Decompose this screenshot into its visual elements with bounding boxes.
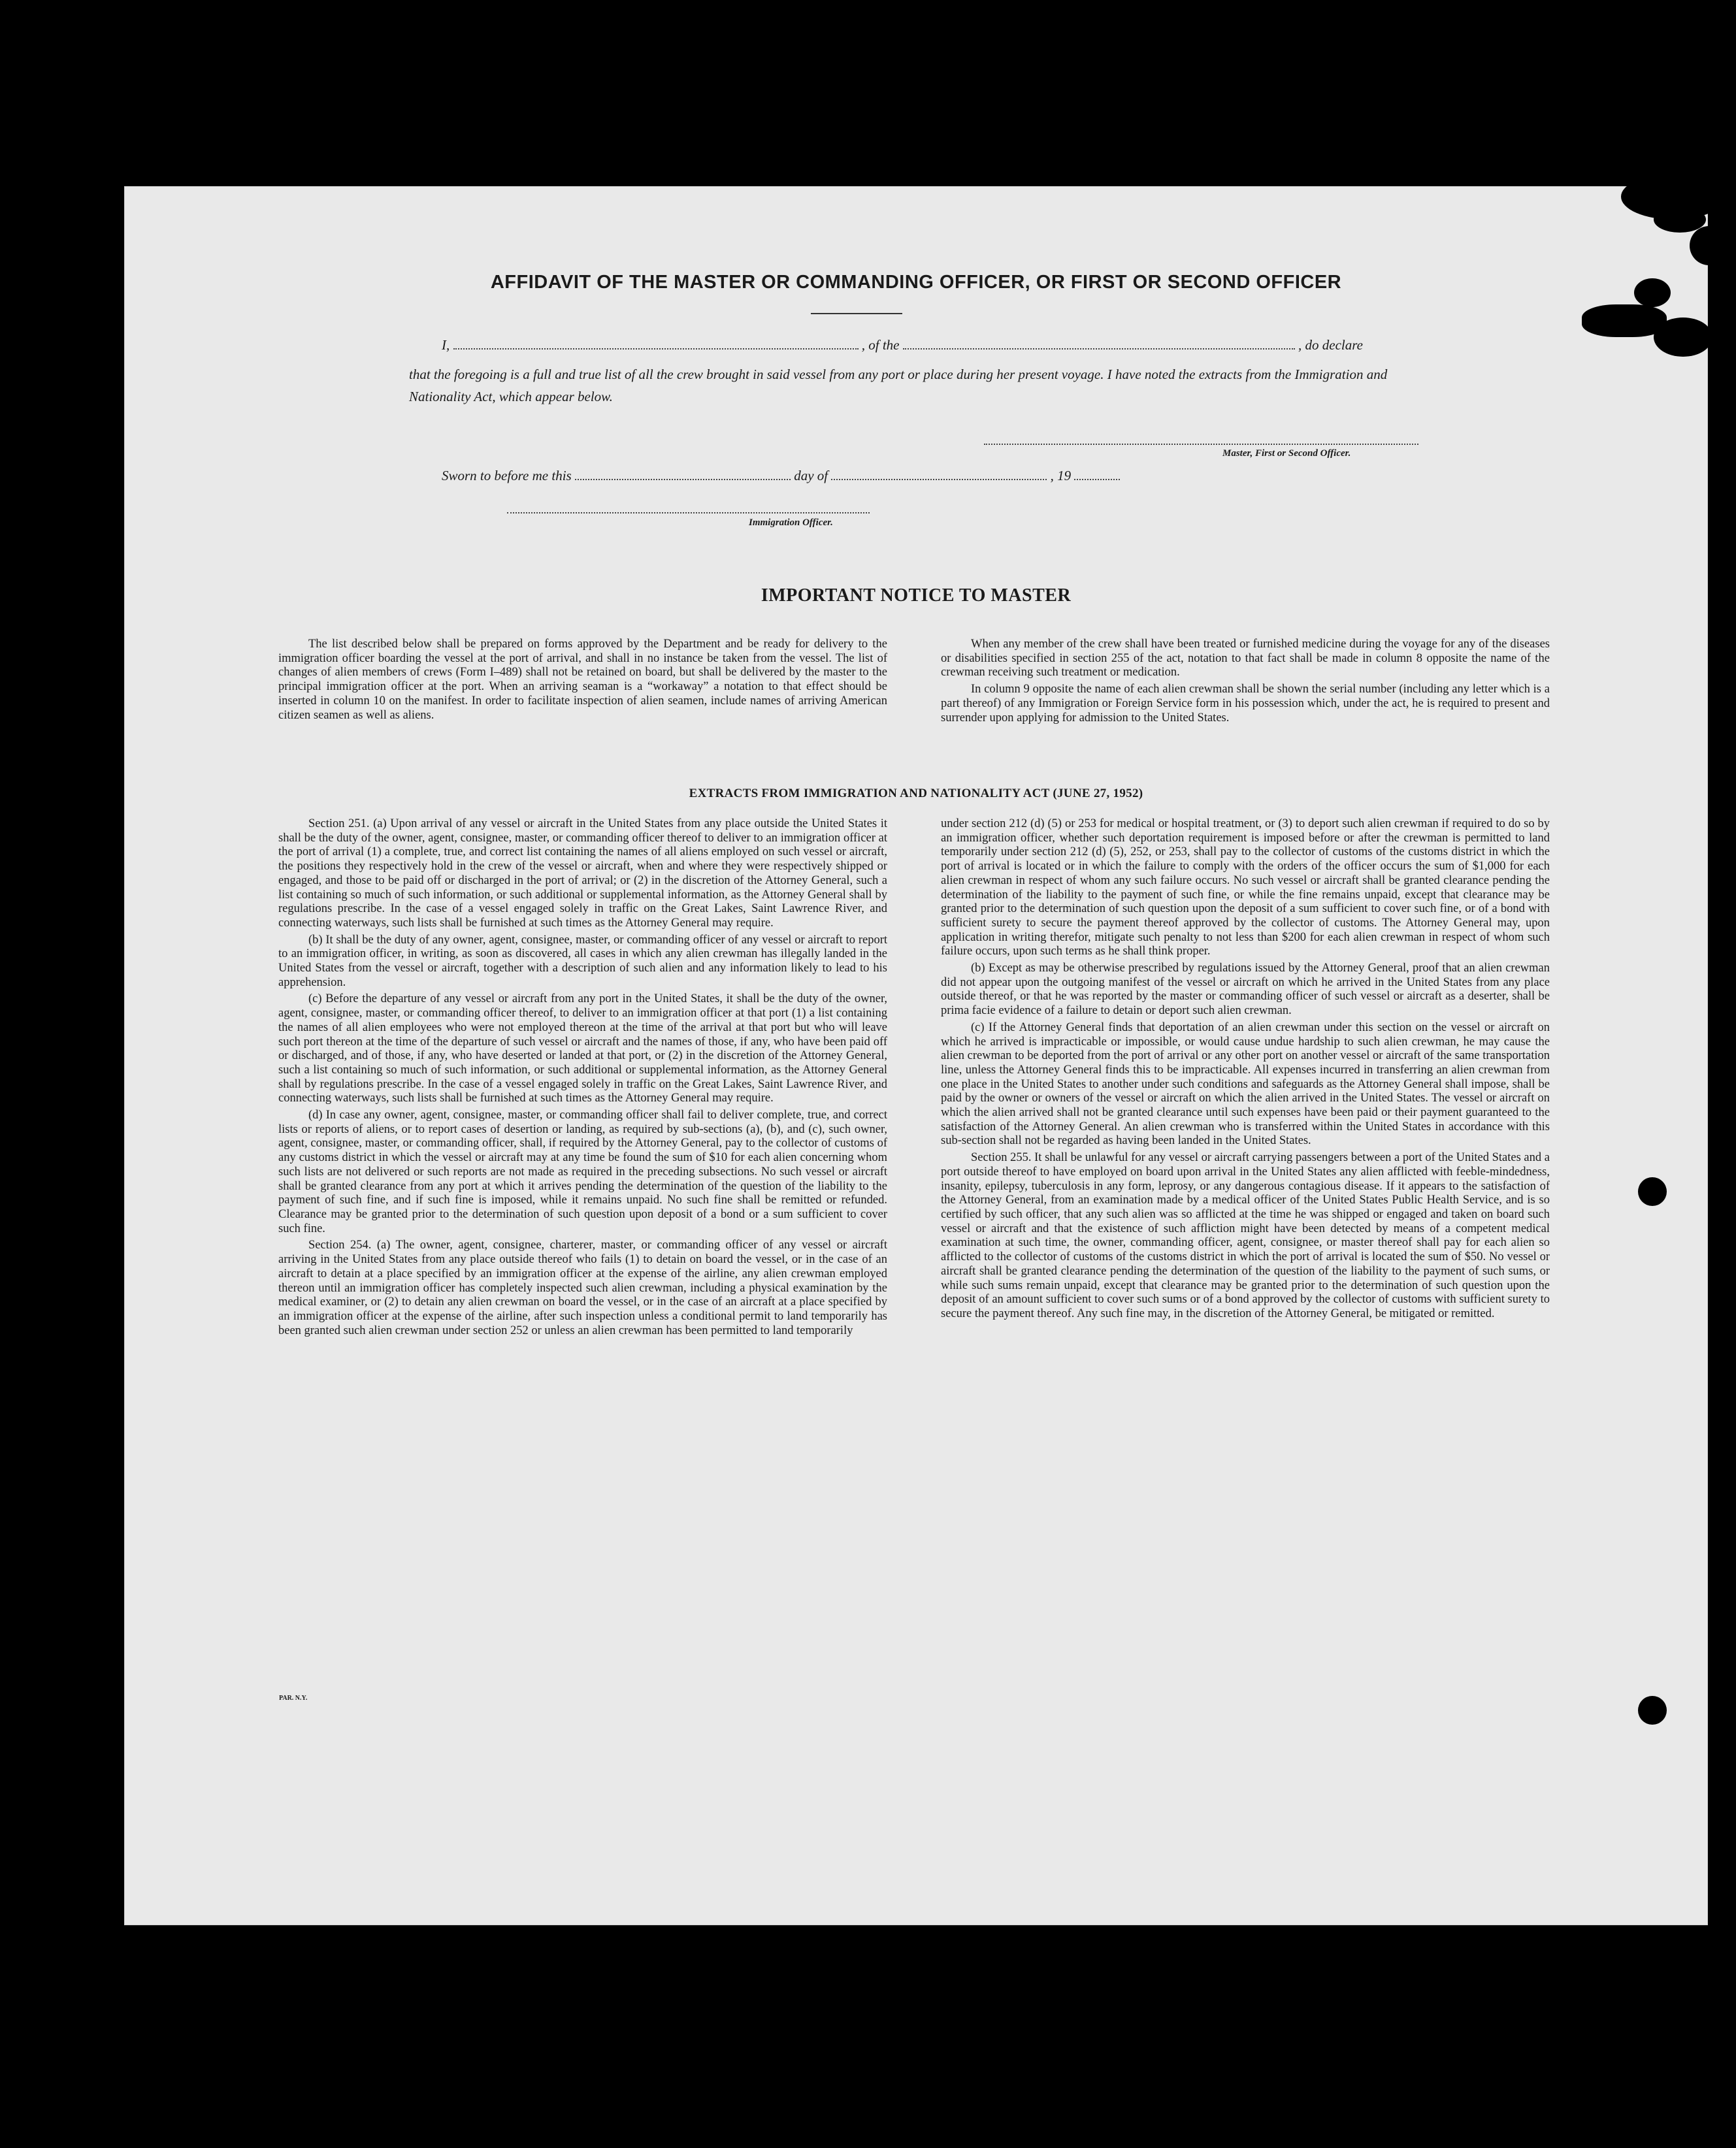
- sworn-day-field[interactable]: [575, 468, 791, 480]
- officer-signature-line[interactable]: [507, 512, 870, 513]
- torn-edge: [1654, 317, 1712, 357]
- title-divider: [811, 313, 902, 314]
- vessel-field[interactable]: [903, 338, 1295, 350]
- extracts-title: EXTRACTS FROM IMMIGRATION AND NATIONALITY ACT (JUNE 27, 1952): [689, 787, 1143, 800]
- torn-edge: [1690, 226, 1729, 265]
- extract-paragraph: (b) It shall be the duty of any owner, agent, consignee, master, or commanding officer of any vessel or aircraft to report to an immigration officer, in writing, as soon as discovered, all cases in which any alien crewman has illegally landed in the United States from the vessel or aircraft, together with a description of such alien and any information likely to lead to his apprehension.: [278, 933, 887, 989]
- master-signature-caption: Master, First or Second Officer.: [1222, 448, 1351, 459]
- punch-hole: [1638, 1177, 1667, 1206]
- label-do-declare: , do declare: [1298, 337, 1363, 353]
- notice-paragraph: The list described below shall be prepared on forms approved by the Department and be ready for delivery to the immigration officer boarding the vessel at the port of arrival, and shall in no instance be taken from the vessel. The list of changes of alien members of crews (Form I–489) shall not be retained on board, but shall be delivered by the master to the principal immigration officer at the port. When an arriving seaman is a “workaway” a notation to that effect should be inserted in column 10 on the manifest. In order to facilitate inspection of alien seamen, include names of arriving American citizen seamen as well as aliens.: [278, 638, 887, 722]
- punch-hole: [1638, 1696, 1667, 1725]
- affidavit-statement: that the foregoing is a full and true list of all the crew brought in said vessel from any port or place during her present voyage. I have noted the extracts from the Immigration and Nationality Act, which appear below.: [409, 366, 1388, 404]
- master-signature-line[interactable]: [984, 444, 1418, 445]
- extracts-right-column: [941, 817, 1550, 1324]
- officer-signature-caption: Immigration Officer.: [749, 517, 833, 528]
- sworn-month-field[interactable]: [831, 468, 1047, 480]
- label-of-the: , of the: [861, 337, 900, 353]
- year-label: , 19: [1050, 468, 1072, 483]
- extracts-left-column: [278, 817, 887, 1341]
- notice-right-column: [941, 638, 1550, 728]
- notice-paragraph: When any member of the crew shall have been treated or furnished medicine during the voyage for any of the diseases or disabilities specified in section 255 of the act, notation to that fact shall be made in column 8 opposite the name of the crewman receiving such treatment or medication.: [941, 638, 1550, 679]
- extract-paragraph: (c) If the Attorney General finds that deportation of an alien crewman under this section on the vessel or aircraft on which he arrived is impracticable or impossible, or would cause undue hardship to such alien crewman, he may cause the alien crewman to be deported from the port of arrival or any other port on another vessel or aircraft of the same transportation line, unless the Attorney General finds this to be impracticable. All expenses incurred in transferring an alien crewman from one place in the United States to another under such conditions and safeguards as the Attorney General shall impose, shall be paid by the owner or owners of the vessel or aircraft on which the alien arrived in the United States. The vessel or aircraft on which the alien arrived shall not be granted clearance until such expenses have been paid or their payment guaranteed to the satisfaction of the Attorney General. An alien crewman who is transferred within the United States in accordance with this sub-section shall not be regarded as having been landed in the United States.: [941, 1020, 1550, 1148]
- notice-title: IMPORTANT NOTICE TO MASTER: [761, 585, 1072, 606]
- affidavit-title: AFFIDAVIT OF THE MASTER OR COMMANDING OFFICER, OR FIRST OR SECOND OFFICER: [490, 272, 1342, 293]
- sworn-label: Sworn to before me this: [442, 468, 572, 483]
- extract-paragraph: (d) In case any owner, agent, consignee, master, or commanding officer shall fail to deliver complete, true, and correct lists or reports of aliens, or to report cases of desertion or landing, as required by sub-sections (a), (b), and (c), such owner, agent, consignee, master, or commanding officer, shall, if required by the Attorney General, pay to the collector of customs of any customs district in which the vessel or aircraft may at any time be found the sum of $10 for each alien concerning whom such lists are not delivered or such reports are not made as required in the preceding subsections. No such vessel or aircraft shall be granted clearance from any port at which it arrives pending the determination of the question of the liability to the payment of such fine, and if such fine is imposed, while it remains unpaid. No such fine shall be remitted or refunded. Clearance may be granted prior to the determination of such question upon deposit of a bond or a sum sufficient to cover such fine.: [278, 1109, 887, 1235]
- extract-paragraph: Section 255. It shall be unlawful for any vessel or aircraft carrying passengers between a port of the United States and a port outside thereof to have employed on board upon arrival in the United States any alien afflicted with feeble-mindedness, insanity, epilepsy, tuberculosis in any form, leprosy, or any dangerous contagious disease. If it appears to the satisfaction of the Attorney General, from an examination made by a medical officer of the United States Public Health Service, and is so certified by such officer, that any such alien was so afflicted at the time he was shipped or engaged and taken on board such vessel or aircraft and that the existence of such affliction might have been detected by means of a competent medical examination at such time, the owner, commanding officer, agent, consignee, or master thereof shall pay for each alien so afflicted to the collector of customs of the customs district in which the port of arrival is located the sum of $50. No vessel or aircraft shall be granted clearance pending the determination of the question of the liability to the payment of such sums, or while such sums remain unpaid, except that clearance may be granted prior to the determination of such question upon the deposit of an amount sufficient to cover such sums or of a bond approved by the collector of customs with sufficient surety to secure the payment thereof. Any such fine may, in the discretion of the Attorney General, be mitigated or remitted.: [941, 1151, 1550, 1320]
- sworn-year-field[interactable]: [1074, 468, 1120, 480]
- extract-paragraph: (b) Except as may be otherwise prescribed by regulations issued by the Attorney General, proof that an alien crewman did not appear upon the outgoing manifest of the vessel or aircraft on which he arrived in the United States from any place outside thereof, or that he was reported by the master or commanding officer of such vessel or aircraft as a deserter, shall be prima facie evidence of a failure to detain or deport such alien crewman.: [941, 962, 1550, 1018]
- declaration-line: [442, 337, 1363, 353]
- notice-left-column: [278, 638, 887, 725]
- sworn-line: [442, 468, 1120, 484]
- name-field[interactable]: [453, 338, 859, 350]
- extract-paragraph: (c) Before the departure of any vessel or aircraft from any port in the United States, it shall be the duty of the owner, agent, consignee, master, or commanding officer thereof, to deliver to an immigration officer at that port (1) a list containing the names of all alien employees who were not employed thereon at the time of the arrival at that port but who will leave such port thereon at the time of the departure of such vessel or aircraft and the names of those, if any, who have been paid off or discharged, and of those, if any, who have deserted or landed at that port, or (2) in the discretion of the Attorney General, such a list containing so much of such information, or such additional or supplemental information, as the Attorney General shall by regulations prescribe. In the case of a vessel engaged solely in traffic on the Great Lakes, Saint Lawrence River, and connecting waterways, such lists shall be furnished at such times as the Attorney General may require.: [278, 992, 887, 1105]
- extract-paragraph: Section 251. (a) Upon arrival of any vessel or aircraft in the United States from any place outside the United States it shall be the duty of the owner, agent, consignee, master, or commanding officer thereof to deliver to an immigration officer at the port of arrival (1) a complete, true, and correct list containing the names of all aliens employed on such vessel or aircraft, the positions they respectively hold in the crew of the vessel or aircraft, when and where they were respectively shipped or engaged, and those to be paid off or discharged in the port of arrival; or (2) in the discretion of the Attorney General, such a list containing so much of such information, or such additional or supplemental information, as the Attorney General shall by regulations prescribe. In the case of a vessel engaged solely in traffic on the Great Lakes, Saint Lawrence River, and connecting waterways, such lists shall be furnished at such times as the Attorney General may require.: [278, 817, 887, 930]
- day-of-label: day of: [794, 468, 828, 483]
- document-page: [124, 186, 1708, 1925]
- label-i: I,: [442, 337, 450, 353]
- printer-mark: PAR. N.Y.: [279, 1695, 308, 1702]
- extract-paragraph: under section 212 (d) (5) or 253 for medical or hospital treatment, or (3) to deport such alien crewman if required to do so by an immigration officer, whether such deportation requirement is imposed before or after the crewman is permitted to land temporarily under section 212 (d) (5), 252, or 253, shall pay to the collector of customs of the customs district in which the port of arrival is located or in which the failure to comply with the orders of the officer occurs the sum of $1,000 for each alien crewman in respect of whom any such failure occurs. No such vessel or aircraft shall be granted clearance pending the determination of the liability to the payment of such fine, or while the fine remains unpaid, except that clearance may be granted prior to the determination of such question upon the deposit of a sum sufficient to cover such fine, or of a bond with sufficient surety to secure the payment thereof approved by the collector of customs. The Attorney General may, upon application in writing therefor, mitigate such penalty to not less than $200 for each alien crewman in respect of whom such failure occurs, upon such terms as he shall think proper.: [941, 817, 1550, 958]
- extract-paragraph: Section 254. (a) The owner, agent, consignee, charterer, master, or commanding officer of any vessel or aircraft arriving in the United States from any place outside thereof who fails (1) to detain on board the vessel, or in the case of an aircraft to detain at a place specified by an immigration officer at the expense of the airline, any alien crewman employed thereon until an immigration officer has completely inspected such alien crewman, including a physical examination by the medical examiner, or (2) to detain any alien crewman on board the vessel, or in the case of an aircraft at a place specified by an immigration officer at the expense of the airline, after such inspection unless a conditional permit to land temporarily has been granted such alien crewman under section 252 or unless an alien crewman has been permitted to land temporarily: [278, 1239, 887, 1337]
- notice-paragraph: In column 9 opposite the name of each alien crewman shall be shown the serial number (including any letter which is a part thereof) of any Immigration or Foreign Service form in his possession which, under the act, he is required to present and surrender upon applying for admission to the United States.: [941, 683, 1550, 724]
